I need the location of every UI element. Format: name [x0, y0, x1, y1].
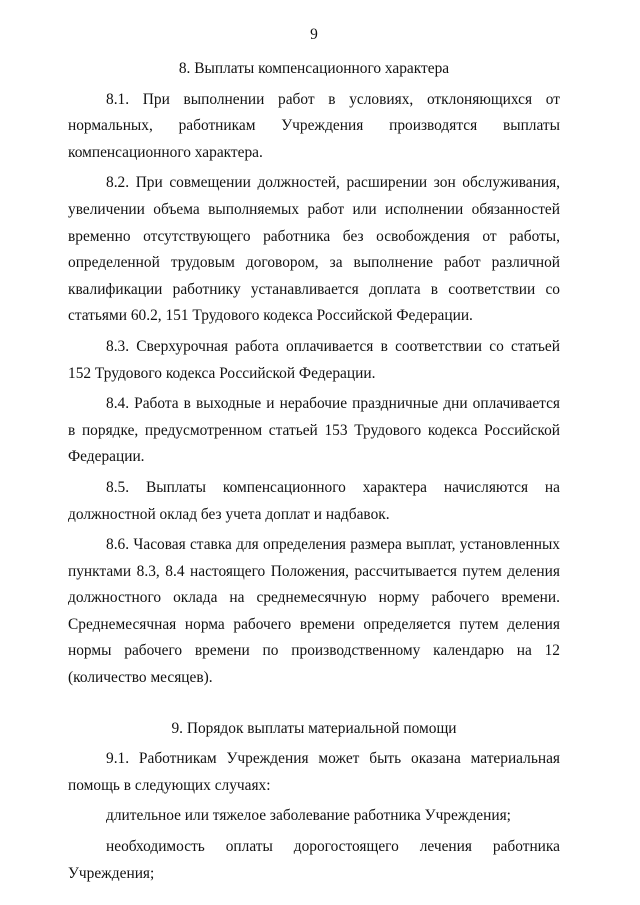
- list-item-illness: длительное или тяжелое заболевание работника Учреждения;: [106, 807, 511, 825]
- section-9-title: 9. Порядок выплаты материальной помощи: [171, 719, 457, 737]
- paragraph-8-6: 8.6. Часовая ставка для определения размера выплат, установленных пунктами 8.3, 8.4 настоящего Положения, рассчитывается путем деления должностного оклада на среднемесячную норму рабочего времени. Среднемесячная норма рабочего времени определяется путем деления нормы рабочего времени по производственному календарю на 12 (количество месяцев).: [68, 536, 560, 687]
- paragraph-8-4: 8.4. Работа в выходные и нерабочие праздничные дни оплачивается в порядке, предусмотренном статьей 153 Трудового кодекса Российской Федерации.: [68, 395, 560, 466]
- paragraph-8-2: 8.2. При совмещении должностей, расширении зон обслуживания, увеличении объема выполняемых работ или исполнении обязанностей временно отсутствующего работника без освобождения от работы, определенной трудовым договором, за выполнение работ различной квалификации работнику устанавливается доплата в соответствии со статьями 60.2, 151 Трудового кодекса Российской Федерации.: [68, 174, 560, 325]
- paragraph-8-3: 8.3. Сверхурочная работа оплачивается в соответствии со статьей 152 Трудового кодекса Российской Федерации.: [68, 337, 560, 382]
- section-9: [68, 716, 560, 888]
- paragraph-9-1: 9.1. Работникам Учреждения может быть оказана материальная помощь в следующих случаях:: [68, 750, 560, 794]
- section-8: [68, 56, 560, 692]
- list-item-treatment: необходимость оплаты дорогостоящего лечения работника Учреждения;: [68, 838, 560, 882]
- paragraph-8-1: 8.1. При выполнении работ в условиях, отклоняющихся от нормальных, работникам Учреждения производятся выплаты компенсационного характера.: [68, 90, 560, 161]
- section-gap: [68, 692, 560, 716]
- document-page: [68, 24, 560, 887]
- page-number: 9: [310, 26, 318, 43]
- section-8-title: 8. Выплаты компенсационного характера: [178, 60, 450, 77]
- paragraph-8-5: 8.5. Выплаты компенсационного характера начисляются на должностной оклад без учета доплат и надбавок.: [68, 478, 560, 523]
